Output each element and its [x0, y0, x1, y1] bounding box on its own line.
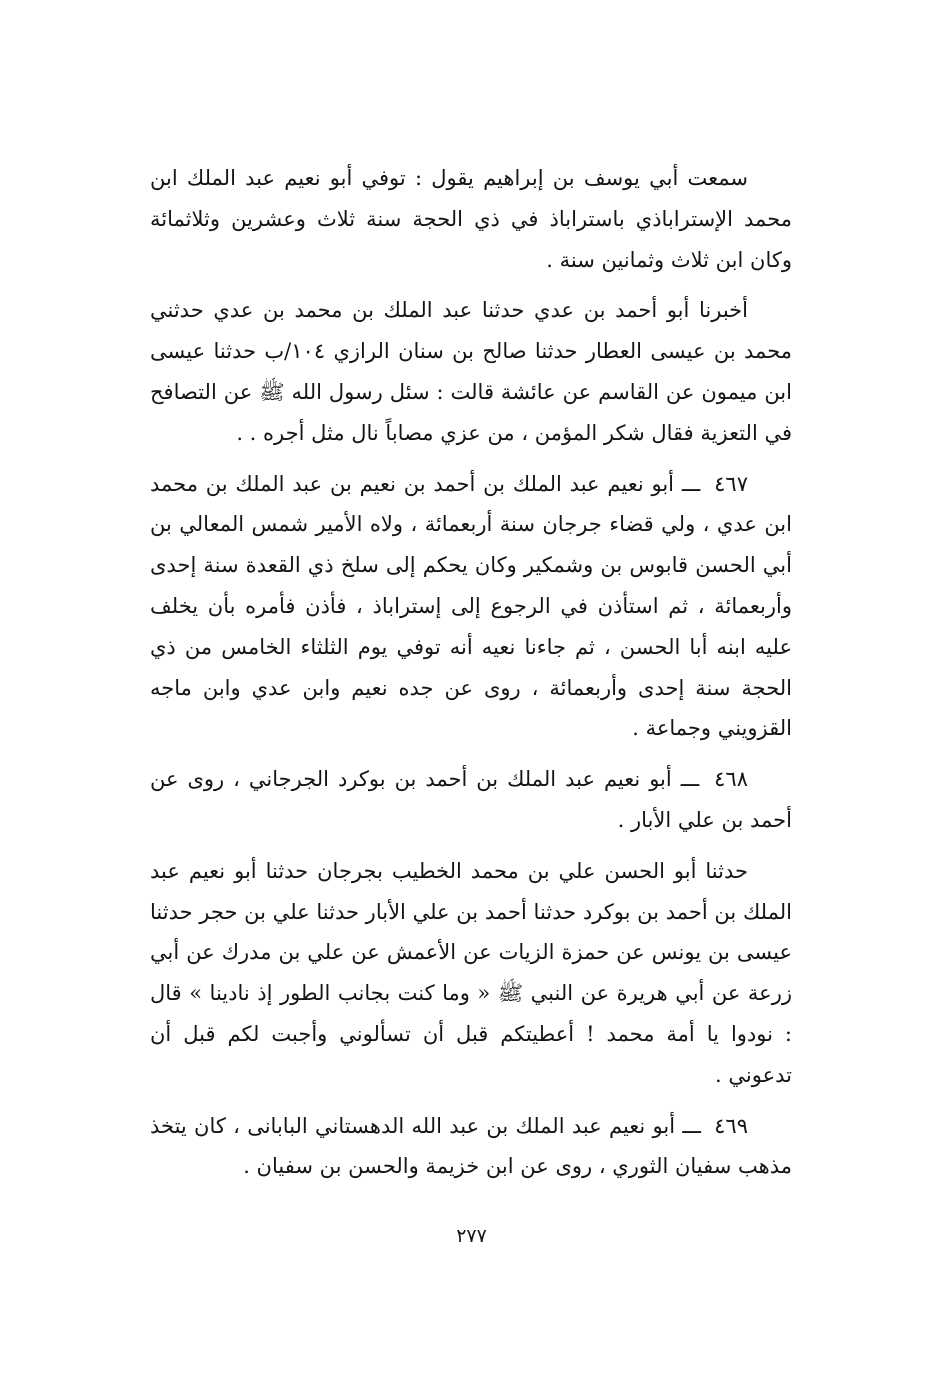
entry-text: أبو نعيم عبد الملك بن أحمد بن بوكرد الجرجاني ، روى عن أحمد بن علي الأبار .: [150, 767, 792, 832]
entry-text: أبو نعيم عبد الملك بن عبد الله الدهستاني البابانى ، كان يتخذ مذهب سفيان الثوري ، روى عن ابن خزيمة والحسن بن سفيان .: [150, 1113, 792, 1179]
entry-number: ٤٦٧: [714, 471, 748, 496]
paragraph-text: أخبرنا أبو أحمد بن عدي حدثنا عبد الملك بن محمد بن عدي حدثني محمد بن عيسى العطار حدثنا صالح بن سنان الرازي ١٠٤/ب حدثنا عيسى ابن ميمون عن القاسم عن عائشة قالت : سئل رسول الله ﷺ عن التصافح في التعزية فقال شكر المؤمن ، من عزي مصاباً نال مثل أجره . .: [150, 298, 792, 445]
entry-469: [150, 1106, 792, 1188]
paragraph-death-note: [150, 158, 792, 280]
paragraph-text: حدثنا أبو الحسن علي بن محمد الخطيب بجرجان حدثنا أبو نعيم عبد الملك بن أحمد بن بوكرد حدثنا أحمد بن علي الأبار حدثنا علي بن حجر حدثنا عيسى بن يونس عن حمزة الزيات عن الأعمش عن علي بن مدرك عن أبي زرعة عن أبي هريرة عن النبي ﷺ « وما كنت بجانب الطور إذ نادينا » قال : نودوا يا أمة محمد ! أعطيتكم قبل أن تسألوني وأجبت لكم قبل أن تدعوني .: [150, 858, 793, 1087]
page-number: ٢٧٧: [456, 1225, 487, 1247]
paragraph-hadith-aisha: [150, 290, 792, 453]
entry-number: ٤٦٨: [714, 767, 748, 792]
entry-number: ٤٦٩: [714, 1113, 748, 1138]
page-body-text: [150, 158, 792, 1197]
entry-467: [150, 464, 792, 750]
paragraph-text: سمعت أبي يوسف بن إبراهيم يقول : توفي أبو نعيم عبد الملك ابن محمد الإستراباذي باستراباذ في ذي الحجة سنة ثلاث وعشرين وثلاثمائة وكان ابن ثلاث وثمانين سنة .: [150, 166, 792, 272]
entry-dash: ـــ: [680, 767, 700, 792]
entry-468: [150, 759, 792, 841]
entry-text: أبو نعيم عبد الملك بن أحمد بن نعيم بن عبد الملك بن محمد ابن عدي ، ولي قضاء جرجان سنة أربعمائة ، ولاه الأمير شمس المعالي بن أبي الحسن قابوس بن وشمكير وكان يحكم إلى سلخ ذي القعدة سنة إحدى وأربعمائة ، ثم استأذن في الرجوع إلى إستراباذ ، فأذن فأمره بأن يخلف عليه ابنه أبا الحسن ، ثم جاءنا نعيه أنه توفي يوم الثلثاء الخامس من ذي الحجة سنة إحدى وأربعمائة ، روى عن جده نعيم وابن عدي وابن ماجه القزويني وجماعة .: [150, 471, 792, 741]
entry-dash: ـــ: [681, 471, 701, 496]
paragraph-hadith-tur: [150, 851, 792, 1096]
entry-dash: ـــ: [682, 1113, 701, 1138]
